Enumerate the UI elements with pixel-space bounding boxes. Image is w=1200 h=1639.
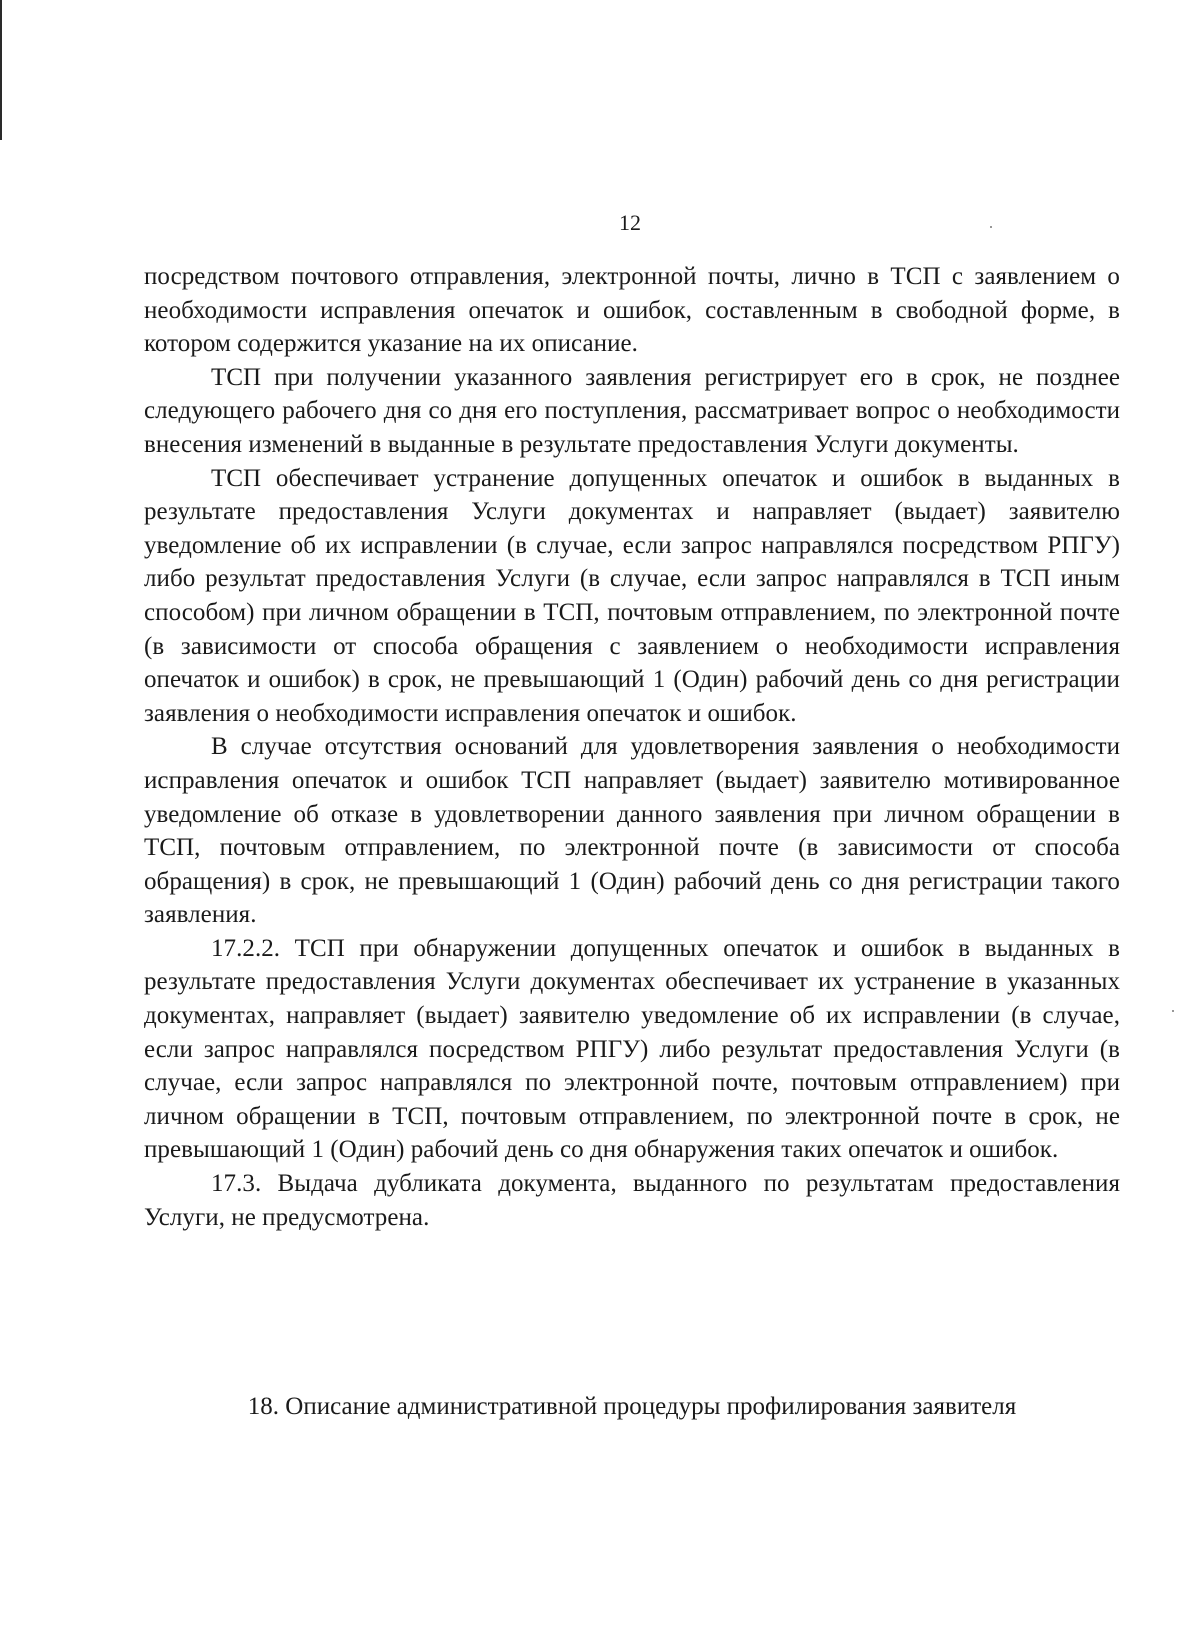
- section-heading: 18. Описание административной процедуры профилирования заявителя: [247, 1393, 1017, 1420]
- paragraph-17-3: 17.3. Выдача дубликата документа, выданного по результатам предоставления Услуги, не предусмотрена.: [144, 1170, 1120, 1231]
- paragraph-continuation: посредством почтового отправления, электронной почты, лично в ТСП с заявлением о необходимости исправления опечаток и ошибок, составленным в свободной форме, в котором содержится указание на их описание.: [144, 263, 1120, 358]
- document-body: [144, 260, 1120, 1234]
- paragraph-17-2-2: 17.2.2. ТСП при обнаружении допущенных опечаток и ошибок в выданных в результате предоставления Услуги документах обеспечивает их устранение в указанных документах, направляет (выдает) заявителю уведомление об их исправлении (в случае, если запрос направлялся посредством РПГУ) либо результат предоставления Услуги (в случае, если запрос направлялся по электронной почте, почтовым отправлением) при личном обращении в ТСП, почтовым отправлением, по электронной почте в срок, не превышающий 1 (Один) рабочий день со дня обнаружения таких опечаток и ошибок.: [144, 934, 1120, 1164]
- scan-edge-mark: [0, 0, 2, 140]
- paragraph-registration: ТСП при получении указанного заявления регистрирует его в срок, не позднее следующего рабочего дня со дня его поступления, рассматривает вопрос о необходимости внесения изменений в выданные в результате предоставления Услуги документы.: [144, 363, 1120, 458]
- scan-speck: [990, 226, 992, 228]
- scan-speck: [1172, 1010, 1174, 1012]
- page-number: 12: [619, 210, 641, 235]
- paragraph-refusal: В случае отсутствия оснований для удовлетворения заявления о необходимости исправления опечаток и ошибок ТСП направляет (выдает) заявителю мотивированное уведомление об отказе в удовлетворении данного заявления при личном обращении в ТСП, почтовым отправлением, по электронной почте (в зависимости от способа обращения) в срок, не превышающий 1 (Один) рабочий день со дня регистрации такого заявления.: [144, 733, 1120, 929]
- paragraph-correction: ТСП обеспечивает устранение допущенных опечаток и ошибок в выданных в результате предоставления Услуги документах и направляет (выдает) заявителю уведомление об их исправлении (в случае, если запрос направлялся посредством РПГУ) либо результат предоставления Услуги (в случае, если запрос направлялся в ТСП иным способом) при личном обращении в ТСП, почтовым отправлением, по электронной почте (в зависимости от способа обращения с заявлением о необходимости исправления опечаток и ошибок) в срок, не превышающий 1 (Один) рабочий день со дня регистрации заявления о необходимости исправления опечаток и ошибок.: [144, 464, 1120, 727]
